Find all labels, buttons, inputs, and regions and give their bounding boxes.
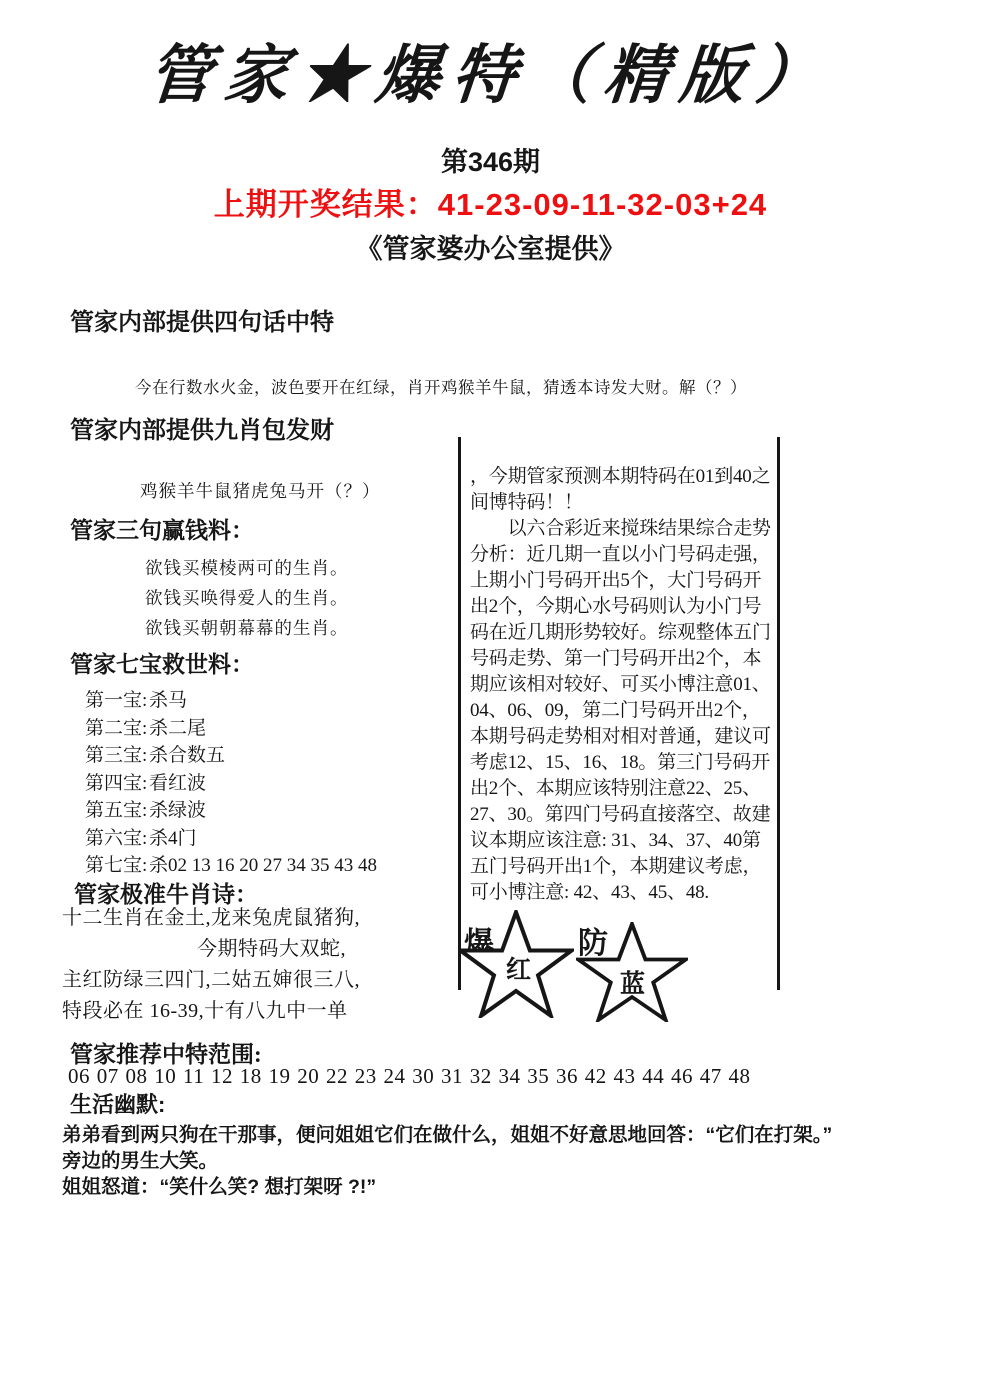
analysis-line: 号码走势、第一门号码开出2个，本 bbox=[470, 648, 762, 669]
treasure-row bbox=[85, 770, 377, 798]
previous-draw-result: 上期开奖结果：41-23-09-11-32-03+24 bbox=[213, 187, 768, 222]
red-star-inner-label: 红 bbox=[506, 957, 532, 984]
treasure-value: 看红波 bbox=[149, 772, 207, 794]
three-sentences-line: 欲钱买模棱两可的生肖。 bbox=[145, 558, 349, 578]
analysis-line: 分析：近几期一直以小门号码走强， bbox=[470, 544, 771, 565]
treasure-value: 杀合数五 bbox=[149, 745, 226, 766]
niu-xiao-poem-line: 十二生肖在金土,龙来兔虎鼠猪狗, bbox=[62, 907, 360, 929]
section-heading-recommend-range: 管家推荐中特范围: bbox=[70, 1042, 262, 1067]
analysis-line: 可小博注意: 42、43、45、48. bbox=[470, 882, 709, 903]
three-sentences-line: 欲钱买唤得爱人的生肖。 bbox=[145, 588, 349, 608]
humor-line: 姐姐怒道：“笑什么笑? 想打架呀 ?!” bbox=[62, 1176, 377, 1198]
masthead-title: 管家★爆特（精版） bbox=[144, 40, 836, 111]
analysis-line: 码在近几期形势较好。综观整体五门 bbox=[470, 622, 771, 643]
guard-label: 防 bbox=[578, 927, 608, 960]
treasure-value: 杀马 bbox=[149, 690, 188, 711]
treasure-row bbox=[85, 825, 377, 853]
treasure-label: 第六宝: bbox=[85, 827, 148, 849]
treasure-label: 第一宝: bbox=[85, 690, 148, 711]
treasure-value: 杀4门 bbox=[149, 827, 197, 849]
treasure-value: 杀绿波 bbox=[149, 800, 207, 821]
treasure-value: 杀二尾 bbox=[149, 717, 207, 739]
niu-xiao-poem-line: 今期特码大双蛇, bbox=[197, 938, 346, 960]
treasure-value: 杀02 13 16 20 27 34 35 43 48 bbox=[149, 855, 378, 876]
recommend-range-numbers: 06 07 08 10 11 12 18 19 20 22 23 24 30 31 32 34 35 36 42 43 44 46 47 48 bbox=[68, 1064, 751, 1088]
seven-treasures-list bbox=[85, 687, 377, 880]
analysis-line: ，今期管家预测本期特码在01到40之 bbox=[470, 466, 771, 487]
star-badges bbox=[450, 900, 780, 1050]
analysis-line: 以六合彩近来搅珠结果综合走势 bbox=[470, 518, 771, 539]
section-heading-seven-treasures: 管家七宝救世料： bbox=[70, 652, 254, 677]
three-sentences-line: 欲钱买朝朝幕幕的生肖。 bbox=[145, 618, 349, 638]
blue-star-inner-label: 蓝 bbox=[620, 971, 646, 998]
section-heading-four-sentence: 管家内部提供四句话中特 bbox=[70, 310, 334, 336]
nine-xiao-line: 鸡猴羊牛鼠猪虎兔马开（？） bbox=[140, 481, 381, 501]
treasure-label: 第二宝: bbox=[85, 717, 148, 739]
section-heading-three-sentences: 管家三句赢钱料： bbox=[70, 518, 254, 543]
treasure-label: 第三宝: bbox=[85, 745, 148, 766]
issue-number: 第346期 bbox=[440, 147, 541, 177]
treasure-label: 第四宝: bbox=[85, 772, 148, 794]
analysis-line: 考虑12、15、16、18。第三门号码开 bbox=[470, 752, 771, 773]
analysis-line: 出2个，今期心水号码则认为小门号 bbox=[470, 596, 762, 617]
three-sentences-list bbox=[145, 553, 349, 643]
treasure-label: 第七宝: bbox=[85, 855, 148, 876]
analysis-line: 五门号码开出1个，本期建议考虑， bbox=[470, 856, 762, 877]
analysis-line: 本期号码走势相对相对普通，建议可 bbox=[470, 726, 771, 747]
humor-line: 弟弟看到两只狗在干那事，便问姐姐它们在做什么，姐姐不好意思地回答：“它们在打架。” bbox=[62, 1124, 833, 1146]
provider-line: 《管家婆办公室提供》 bbox=[355, 234, 626, 264]
analysis-line: 间博特码！！ bbox=[470, 492, 583, 513]
section-heading-niu-xiao-poem: 管家极准牛肖诗： bbox=[74, 882, 258, 907]
treasure-label: 第五宝: bbox=[85, 800, 148, 821]
treasure-row bbox=[85, 797, 377, 825]
treasure-row bbox=[85, 687, 377, 715]
analysis-line: 议本期应该注意: 31、34、37、40第 bbox=[470, 830, 761, 851]
analysis-line: 04、06、09，第二门号码开出2个， bbox=[470, 700, 761, 721]
humor-line: 旁边的男生大笑。 bbox=[62, 1150, 219, 1172]
humor-text bbox=[62, 1122, 832, 1200]
analysis-line: 期应该相对较好、可买小博注意01、 bbox=[470, 674, 771, 695]
four-sentence-poem-line: 今在行数水火金，波色要开在红绿，肖开鸡猴羊牛鼠，猜透本诗发大财。解（？） bbox=[135, 378, 747, 397]
niu-xiao-poem-line: 特段必在 16-39,十有八九中一单 bbox=[62, 1000, 348, 1022]
analysis-line: 27、30。第四门号码直接落空、故建 bbox=[470, 804, 771, 825]
niu-xiao-poem bbox=[62, 903, 360, 1027]
analysis-line: 出2个、本期应该特别注意22、25、 bbox=[470, 778, 761, 799]
burst-label: 爆 bbox=[464, 927, 494, 960]
treasure-row bbox=[85, 715, 377, 743]
section-heading-humor: 生活幽默: bbox=[70, 1092, 166, 1117]
treasure-row bbox=[85, 742, 377, 770]
section-heading-nine-xiao: 管家内部提供九肖包发财 bbox=[70, 418, 334, 444]
analysis-line: 上期小门号码开出5个，大门号码开 bbox=[470, 570, 762, 591]
niu-xiao-poem-line: 主红防绿三四门,二姑五婶很三八, bbox=[62, 969, 360, 991]
